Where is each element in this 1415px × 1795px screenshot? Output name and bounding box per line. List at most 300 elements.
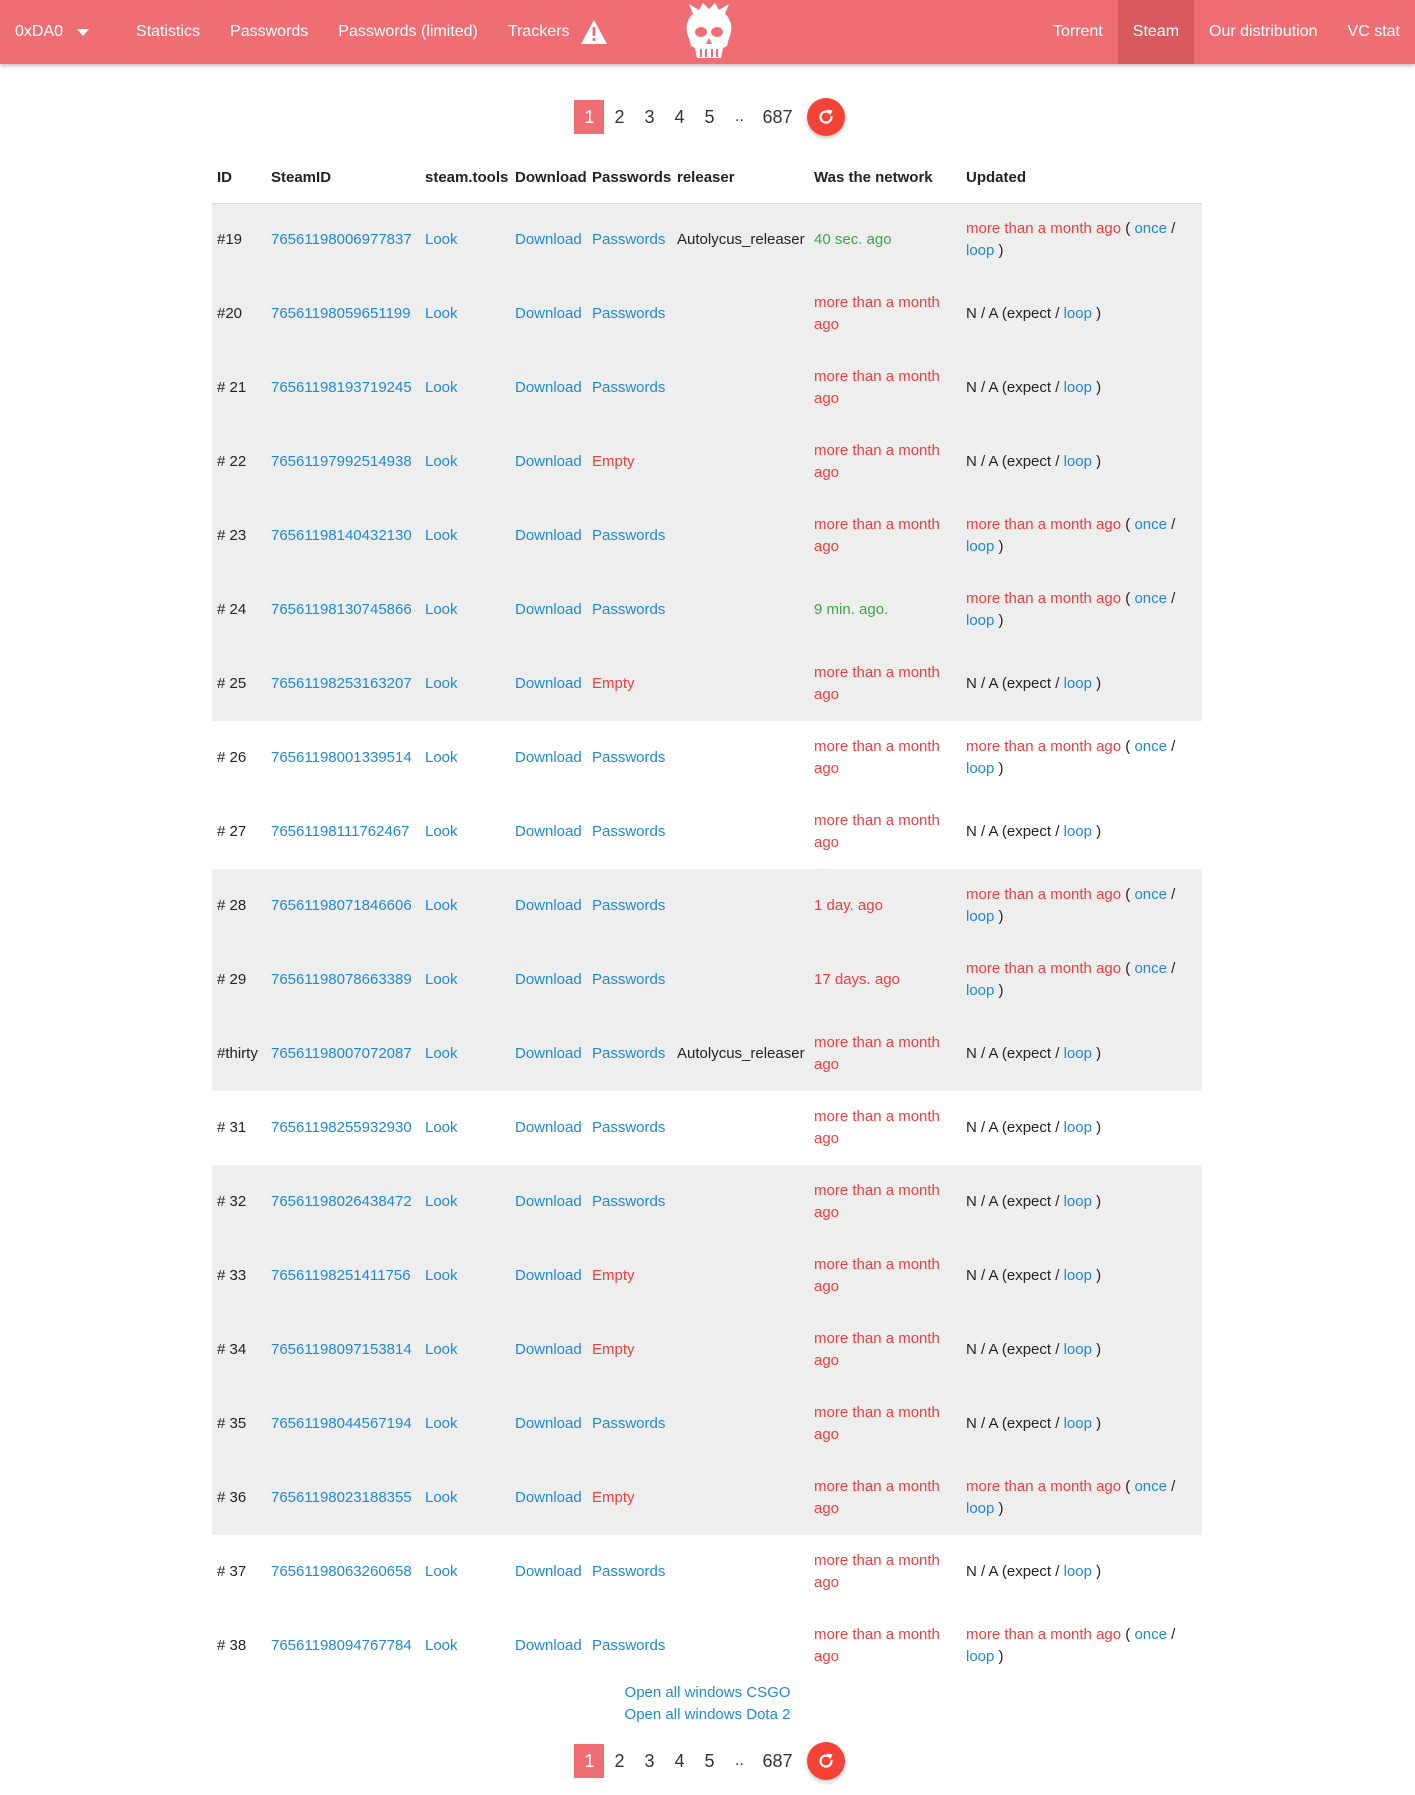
passwords-link[interactable]: Passwords: [592, 231, 666, 249]
table-row: [212, 795, 1202, 869]
download-link[interactable]: Download: [515, 897, 582, 914]
pagination-bottom: [0, 1741, 1415, 1781]
cell-id: # 31: [217, 1119, 247, 1136]
passwords-link[interactable]: Passwords: [592, 749, 666, 766]
updated-na: N / A: [966, 379, 998, 396]
col-header-updated[interactable]: Updated: [961, 153, 1202, 203]
table-row: [212, 721, 1202, 795]
updated-paren-close: ): [998, 1648, 1004, 1665]
nav-item-passwords-limited[interactable]: Passwords (limited): [338, 23, 478, 40]
updated-expect: (expect: [1001, 305, 1052, 322]
open-all-csgo-link[interactable]: Open all windows CSGO: [624, 1684, 791, 1701]
updated-loop-link[interactable]: loop: [966, 908, 995, 925]
updated-loop-link[interactable]: loop: [966, 1500, 995, 1517]
network-status: 1 day. ago: [814, 897, 883, 914]
nav-item-torrent[interactable]: Torrent: [1052, 23, 1103, 40]
cell-id: # 24: [212, 573, 266, 647]
updated-once-link[interactable]: once: [1134, 1626, 1167, 1643]
cell-id: # 26: [217, 749, 247, 766]
passwords-link[interactable]: Passwords: [592, 971, 666, 988]
updated-paren-close: ): [1096, 1193, 1102, 1210]
download-link[interactable]: Download: [515, 1563, 582, 1580]
look-link[interactable]: Look: [425, 749, 458, 766]
table-row: [212, 203, 1202, 277]
download-link[interactable]: Download: [515, 1341, 582, 1358]
look-link[interactable]: Look: [425, 379, 458, 396]
steamid-link[interactable]: 76561198255932930: [271, 1119, 412, 1136]
updated-expect: (expect: [1001, 675, 1052, 692]
network-status: more than a month ago: [814, 1626, 940, 1665]
cell-id: #19: [212, 203, 266, 277]
nav-item-trackers-label: Trackers: [507, 23, 570, 40]
passwords-link[interactable]: Passwords: [592, 527, 666, 544]
look-link[interactable]: Look: [425, 675, 458, 692]
updated-paren-open: (: [1125, 738, 1131, 755]
updated-loop-link[interactable]: loop: [966, 612, 995, 629]
col-header-steam-tools[interactable]: steam.tools: [420, 153, 510, 203]
updated-loop-link[interactable]: loop: [966, 1648, 995, 1665]
updated-separator: /: [1055, 1415, 1060, 1432]
updated-separator: /: [1055, 823, 1060, 840]
updated-separator: /: [1055, 1045, 1060, 1062]
cell-releaser: [672, 351, 809, 425]
cell-releaser: [672, 425, 809, 499]
updated-once-link[interactable]: once: [1134, 590, 1167, 607]
refresh-icon: [816, 1751, 836, 1771]
caret-down-icon[interactable]: [77, 29, 89, 36]
cell-updated: [961, 351, 1202, 425]
page-last-button[interactable]: 687: [762, 1751, 793, 1771]
cell-releaser: [672, 1313, 809, 1387]
updated-time: more than a month ago: [966, 516, 1122, 533]
refresh-button[interactable]: [807, 98, 845, 136]
download-link[interactable]: Download: [515, 1637, 582, 1654]
table-row: [212, 1017, 1202, 1091]
updated-once-link[interactable]: once: [1134, 220, 1167, 238]
brand-menu[interactable]: [0, 0, 121, 64]
download-link[interactable]: Download: [515, 379, 582, 396]
passwords-link: Empty: [592, 1489, 635, 1506]
look-link[interactable]: Look: [425, 823, 458, 840]
updated-separator: /: [1055, 379, 1060, 396]
look-link[interactable]: Look: [425, 897, 458, 914]
steamid-link[interactable]: 76561197992514938: [271, 453, 412, 470]
nav-item-vc-stat[interactable]: VC stat: [1347, 23, 1400, 40]
updated-separator: /: [1055, 1193, 1060, 1210]
updated-loop-link[interactable]: loop: [1063, 453, 1092, 470]
look-link[interactable]: Look: [425, 1119, 458, 1136]
cell-updated: [961, 1535, 1202, 1609]
network-status: more than a month ago: [814, 442, 940, 481]
cell-updated: [961, 721, 1202, 795]
download-link[interactable]: Download: [515, 1489, 582, 1506]
passwords-link: Empty: [592, 453, 635, 470]
table-row: [212, 425, 1202, 499]
table-row: [212, 1535, 1202, 1609]
cell-releaser: [672, 943, 809, 1017]
look-link[interactable]: Look: [425, 1267, 458, 1284]
page-2-button[interactable]: 2: [614, 107, 625, 127]
updated-paren-close: ): [1096, 305, 1102, 322]
download-link[interactable]: Download: [515, 1045, 582, 1062]
updated-time: more than a month ago: [966, 886, 1122, 903]
network-status: 40 sec. ago: [814, 231, 892, 249]
updated-loop-link[interactable]: loop: [1063, 823, 1092, 840]
updated-once-link[interactable]: once: [1134, 738, 1167, 755]
updated-paren-close: ): [1096, 379, 1102, 396]
updated-separator: /: [1171, 886, 1176, 903]
updated-paren-open: (: [1125, 220, 1131, 238]
updated-loop-link[interactable]: loop: [1063, 675, 1092, 692]
look-link[interactable]: Look: [425, 1489, 458, 1506]
col-header-passwords[interactable]: Passwords: [587, 153, 672, 203]
updated-expect: (expect: [1001, 453, 1052, 470]
updated-loop-link[interactable]: loop: [1063, 1119, 1092, 1136]
network-status: more than a month ago: [814, 1182, 940, 1221]
updated-time: more than a month ago: [966, 590, 1122, 607]
updated-separator: /: [1055, 453, 1060, 470]
steamid-link[interactable]: 76561198044567194: [271, 1415, 412, 1432]
steamid-link[interactable]: 76561198007072087: [271, 1045, 412, 1062]
table-row: [212, 1165, 1202, 1239]
cell-releaser: [672, 721, 809, 795]
network-status: 9 min. ago.: [814, 601, 889, 618]
cell-updated: [961, 795, 1202, 869]
updated-na: N / A: [966, 675, 998, 692]
updated-loop-link[interactable]: loop: [1063, 1563, 1092, 1580]
warning-triangle-icon: [580, 19, 608, 45]
cell-releaser: [672, 795, 809, 869]
updated-loop-link[interactable]: loop: [966, 982, 995, 999]
passwords-link[interactable]: Passwords: [592, 305, 666, 322]
network-status: more than a month ago: [814, 664, 940, 703]
table-row: [212, 647, 1202, 721]
look-link[interactable]: Look: [425, 1637, 458, 1654]
network-status: more than a month ago: [814, 1034, 940, 1073]
passwords-link[interactable]: Passwords: [592, 1637, 666, 1654]
passwords-link[interactable]: Passwords: [592, 823, 666, 840]
updated-loop-link[interactable]: loop: [1063, 1193, 1092, 1210]
steamid-link[interactable]: 76561198253163207: [271, 675, 412, 692]
nav-item-statistics[interactable]: Statistics: [136, 23, 201, 40]
cell-updated: [961, 647, 1202, 721]
updated-separator: /: [1055, 1119, 1060, 1136]
cell-updated: [961, 499, 1202, 573]
updated-expect: (expect: [1001, 379, 1052, 396]
download-link[interactable]: Download: [515, 601, 582, 618]
updated-paren-close: ): [1096, 675, 1102, 692]
cell-releaser: [672, 1461, 809, 1535]
cell-id: # 33: [212, 1239, 266, 1313]
nav-item-passwords[interactable]: Passwords: [230, 23, 309, 40]
cell-releaser: [672, 1091, 809, 1165]
cell-id: # 21: [212, 351, 266, 425]
steamid-link[interactable]: 76561198059651199: [271, 305, 411, 322]
nav-item-our-distribution[interactable]: Our distribution: [1209, 23, 1318, 40]
updated-separator: /: [1171, 590, 1176, 607]
steamid-link[interactable]: 76561198251411756: [271, 1267, 411, 1284]
cell-releaser: [672, 869, 809, 943]
updated-expect: (expect: [1001, 1415, 1052, 1432]
cell-releaser: [672, 1165, 809, 1239]
updated-expect: (expect: [1001, 1193, 1052, 1210]
passwords-link[interactable]: Passwords: [592, 379, 666, 396]
updated-paren-close: ): [998, 760, 1004, 777]
updated-loop-link[interactable]: loop: [1063, 1045, 1092, 1062]
look-link[interactable]: Look: [425, 601, 458, 618]
updated-loop-link[interactable]: loop: [1063, 1267, 1092, 1284]
updated-na: N / A: [966, 453, 998, 470]
table-row: [212, 1461, 1202, 1535]
download-link[interactable]: Download: [515, 453, 582, 470]
skull-logo-icon[interactable]: [683, 2, 735, 62]
cell-updated: [961, 425, 1202, 499]
updated-na: N / A: [966, 1563, 998, 1580]
cell-updated: [961, 1165, 1202, 1239]
updated-paren-close: ): [998, 612, 1004, 629]
cell-id: # 28: [212, 869, 266, 943]
updated-paren-close: ): [998, 538, 1004, 555]
updated-na: N / A: [966, 1045, 998, 1062]
nav-item-trackers[interactable]: [493, 0, 623, 64]
open-all-dota2-link[interactable]: Open all windows Dota 2: [624, 1706, 791, 1723]
network-status: more than a month ago: [814, 294, 940, 333]
col-header-network[interactable]: Was the network: [809, 153, 961, 203]
passwords-link[interactable]: Passwords: [592, 1563, 666, 1580]
updated-once-link[interactable]: once: [1134, 960, 1167, 977]
refresh-button[interactable]: [807, 1742, 845, 1780]
updated-separator: /: [1171, 220, 1176, 238]
updated-paren-close: ): [1096, 1563, 1102, 1580]
updated-paren-close: ): [998, 1500, 1004, 1517]
steamid-link[interactable]: 76561198006977837: [271, 231, 412, 249]
accounts-table: [212, 153, 1202, 1683]
cell-id: # 27: [217, 823, 247, 840]
download-link[interactable]: Download: [515, 527, 582, 544]
steamid-link[interactable]: 76561198071846606: [271, 897, 412, 914]
table-row: [212, 943, 1202, 1017]
cell-releaser: [672, 1609, 809, 1683]
steamid-link[interactable]: 76561198193719245: [271, 379, 412, 396]
brand-label: 0xDA0: [15, 23, 64, 40]
passwords-link[interactable]: Passwords: [592, 1415, 666, 1432]
steamid-link[interactable]: 76561198078663389: [271, 971, 412, 988]
updated-time: more than a month ago: [966, 1478, 1122, 1495]
updated-once-link[interactable]: once: [1134, 1478, 1167, 1495]
updated-paren-open: (: [1125, 516, 1131, 533]
network-status: more than a month ago: [814, 1552, 940, 1591]
updated-separator: /: [1171, 1626, 1176, 1643]
cell-updated: [961, 203, 1202, 277]
steamid-link[interactable]: 76561198063260658: [271, 1563, 412, 1580]
updated-paren-close: ): [998, 908, 1004, 925]
download-link[interactable]: Download: [515, 823, 582, 840]
updated-paren-close: ): [1096, 1267, 1102, 1284]
network-status: more than a month ago: [814, 1330, 940, 1369]
passwords-link[interactable]: Passwords: [592, 1045, 666, 1062]
look-link[interactable]: Look: [425, 1193, 458, 1210]
cell-releaser: [672, 1239, 809, 1313]
updated-na: N / A: [966, 1193, 998, 1210]
table-header-row: [212, 153, 1202, 203]
passwords-link[interactable]: Passwords: [592, 1119, 666, 1136]
page-3-button[interactable]: 3: [644, 1751, 655, 1771]
col-header-releaser[interactable]: releaser: [672, 153, 809, 203]
cell-releaser: [672, 499, 809, 573]
table-row: [212, 1313, 1202, 1387]
steamid-link[interactable]: 76561198026438472: [271, 1193, 412, 1210]
passwords-link[interactable]: Passwords: [592, 897, 666, 914]
updated-time: more than a month ago: [966, 738, 1122, 755]
updated-loop-link[interactable]: loop: [966, 242, 995, 260]
updated-expect: (expect: [1001, 1119, 1052, 1136]
nav-left: [0, 0, 623, 64]
cell-id: # 38: [217, 1637, 247, 1654]
look-link[interactable]: Look: [425, 1341, 458, 1358]
updated-loop-link[interactable]: loop: [966, 538, 995, 555]
cell-id: # 32: [212, 1165, 266, 1239]
updated-paren-open: (: [1125, 960, 1131, 977]
download-link[interactable]: Download: [515, 1267, 582, 1284]
updated-paren-open: (: [1125, 590, 1131, 607]
look-link[interactable]: Look: [425, 305, 458, 322]
cell-id: # 35: [212, 1387, 266, 1461]
steamid-link[interactable]: 76561198094767784: [271, 1637, 412, 1654]
updated-expect: (expect: [1001, 1341, 1052, 1358]
page-1-button[interactable]: 1: [574, 1744, 604, 1778]
col-header-id[interactable]: ID: [212, 153, 266, 203]
updated-loop-link[interactable]: loop: [966, 760, 995, 777]
cell-updated: [961, 1387, 1202, 1461]
look-link[interactable]: Look: [425, 1415, 458, 1432]
updated-paren-open: (: [1125, 1626, 1131, 1643]
updated-loop-link[interactable]: loop: [1063, 1341, 1092, 1358]
updated-loop-link[interactable]: loop: [1063, 1415, 1092, 1432]
page-2-button[interactable]: 2: [614, 1751, 625, 1771]
updated-once-link[interactable]: once: [1134, 516, 1167, 533]
cell-updated: [961, 1017, 1202, 1091]
table-row: [212, 1609, 1202, 1683]
look-link[interactable]: Look: [425, 453, 458, 470]
cell-id: # 22: [212, 425, 266, 499]
steamid-link[interactable]: 76561198140432130: [271, 527, 412, 544]
table-body: [212, 203, 1202, 1683]
cell-id: #20: [212, 277, 266, 351]
cell-releaser: [672, 1535, 809, 1609]
passwords-link: Empty: [592, 1341, 635, 1358]
passwords-link[interactable]: Passwords: [592, 1193, 666, 1210]
passwords-link: Empty: [592, 675, 635, 692]
updated-na: N / A: [966, 1341, 998, 1358]
updated-separator: /: [1055, 1563, 1060, 1580]
download-link[interactable]: Download: [515, 971, 582, 988]
table-row: [212, 499, 1202, 573]
network-status: more than a month ago: [814, 1478, 940, 1517]
look-link[interactable]: Look: [425, 971, 458, 988]
steamid-link[interactable]: 76561198001339514: [271, 749, 412, 766]
updated-time: more than a month ago: [966, 1626, 1122, 1643]
updated-paren-close: ): [1096, 1045, 1102, 1062]
cell-id: # 37: [217, 1563, 247, 1580]
cell-releaser: [672, 647, 809, 721]
nav-item-steam[interactable]: Steam: [1118, 0, 1194, 64]
download-link[interactable]: Download: [515, 1119, 582, 1136]
updated-separator: /: [1055, 1267, 1060, 1284]
page-3-button[interactable]: 3: [644, 107, 655, 127]
network-status: more than a month ago: [814, 738, 940, 777]
updated-separator: /: [1055, 675, 1060, 692]
download-link[interactable]: Download: [515, 1415, 582, 1432]
cell-updated: [961, 277, 1202, 351]
look-link[interactable]: Look: [425, 1563, 458, 1580]
download-link[interactable]: Download: [515, 1193, 582, 1210]
page-1-button[interactable]: 1: [574, 100, 604, 134]
cell-updated: [961, 1461, 1202, 1535]
look-link[interactable]: Look: [425, 231, 458, 249]
cell-updated: [961, 1239, 1202, 1313]
cell-releaser: [672, 1387, 809, 1461]
download-link[interactable]: Download: [515, 749, 582, 766]
table-row: [212, 277, 1202, 351]
updated-na: N / A: [966, 1415, 998, 1432]
nav-right: [1038, 0, 1415, 64]
cell-releaser: Autolycus_releaser: [672, 203, 809, 277]
updated-loop-link[interactable]: loop: [1063, 379, 1092, 396]
steamid-link[interactable]: 76561198130745866: [271, 601, 412, 618]
updated-expect: (expect: [1001, 1045, 1052, 1062]
col-header-steamid[interactable]: SteamID: [266, 153, 420, 203]
footer-links: [0, 1682, 1415, 1726]
pagination-top: [0, 97, 1415, 137]
updated-na: N / A: [966, 305, 998, 322]
cell-id: # 23: [212, 499, 266, 573]
steamid-link[interactable]: 76561198111762467: [271, 823, 410, 840]
page-5-button[interactable]: 5: [704, 107, 715, 127]
updated-paren-close: ): [1096, 1341, 1102, 1358]
updated-paren-open: (: [1125, 1478, 1131, 1495]
col-header-download[interactable]: Download: [510, 153, 587, 203]
updated-time: more than a month ago: [966, 960, 1122, 977]
updated-separator: /: [1171, 738, 1176, 755]
download-link[interactable]: Download: [515, 305, 582, 322]
updated-separator: /: [1171, 1478, 1176, 1495]
cell-releaser: [672, 277, 809, 351]
cell-updated: [961, 869, 1202, 943]
cell-id: # 29: [212, 943, 266, 1017]
passwords-link[interactable]: Passwords: [592, 601, 666, 618]
cell-releaser: [672, 573, 809, 647]
updated-loop-link[interactable]: loop: [1063, 305, 1092, 322]
updated-separator: /: [1055, 1341, 1060, 1358]
updated-paren-close: ): [1096, 823, 1102, 840]
download-link[interactable]: Download: [515, 231, 582, 249]
look-link[interactable]: Look: [425, 1045, 458, 1062]
table-row: [212, 1387, 1202, 1461]
look-link[interactable]: Look: [425, 527, 458, 544]
cell-id: #thirty: [212, 1017, 266, 1091]
page-5-button[interactable]: 5: [704, 1751, 715, 1771]
page-4-button[interactable]: 4: [674, 1751, 685, 1771]
steamid-link[interactable]: 76561198023188355: [271, 1489, 412, 1506]
page-last-button[interactable]: 687: [762, 107, 793, 127]
updated-once-link[interactable]: once: [1134, 886, 1167, 903]
network-status: 17 days. ago: [814, 971, 900, 988]
page-4-button[interactable]: 4: [674, 107, 685, 127]
updated-paren-open: (: [1125, 886, 1131, 903]
steamid-link[interactable]: 76561198097153814: [271, 1341, 412, 1358]
download-link[interactable]: Download: [515, 675, 582, 692]
cell-updated: [961, 943, 1202, 1017]
